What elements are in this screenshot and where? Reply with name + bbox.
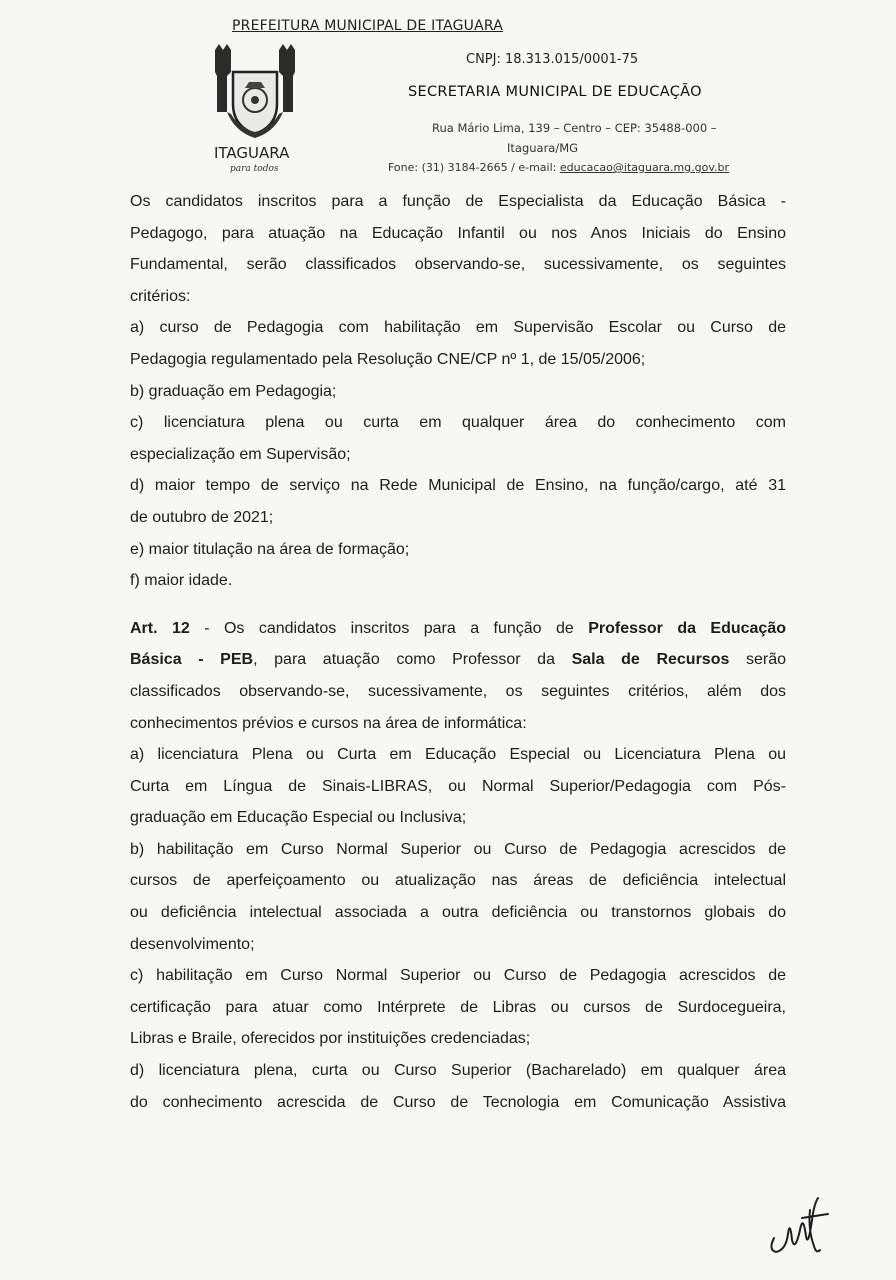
- document-body: [130, 186, 786, 1118]
- phone-text: Fone: (31) 3184-2665 / e-mail:: [388, 161, 560, 174]
- art12-bold-peb: Básica - PEB: [130, 651, 254, 669]
- org-name: PREFEITURA MUNICIPAL DE ITAGUARA: [232, 18, 504, 34]
- intro-line: critérios:: [130, 287, 191, 305]
- criteria-line: Pedagogia regulamentado pela Resolução CNE/CP nº 1, de 15/05/2006;: [130, 350, 646, 368]
- art12-item-line: graduação em Educação Especial ou Inclusiva;: [130, 809, 467, 827]
- art12-item-line: a) licenciatura Plena ou Curta em Educação Especial ou Licenciatura Plena ou: [130, 746, 786, 764]
- criteria-line: d) maior tempo de serviço na Rede Municipal de Ensino, na função/cargo, até 31: [130, 477, 786, 495]
- contact-line: [388, 161, 729, 174]
- art12-bold-sala: Sala de Recursos: [571, 651, 730, 669]
- art12-line-1: [130, 613, 786, 645]
- art12-item-line: d) licenciatura plena, curta ou Curso Superior (Bacharelado) em qualquer área: [130, 1062, 786, 1080]
- art12-item-line: ou deficiência intelectual associada a outra deficiência ou transtornos globais do: [130, 904, 786, 922]
- art12-item-line: do conhecimento acrescida de Curso de Tecnologia em Comunicação Assistiva: [130, 1093, 786, 1111]
- art12-label: Art. 12: [130, 619, 190, 637]
- intro-line: Pedagogo, para atuação na Educação Infantil ou nos Anos Iniciais do Ensino: [130, 224, 786, 242]
- art12-item-line: b) habilitação em Curso Normal Superior ou Curso de Pedagogia acrescidos de: [130, 840, 786, 858]
- email-link[interactable]: educacao@itaguara.mg.gov.br: [559, 161, 730, 174]
- art12-text: - Os candidatos inscritos para a função de: [189, 619, 589, 637]
- art12-item-line: c) habilitação em Curso Normal Superior ou Curso de Pedagogia acrescidos de: [130, 967, 786, 985]
- cnpj: CNPJ: 18.313.015/0001-75: [466, 52, 639, 67]
- criteria-line: f) maior idade.: [130, 572, 233, 590]
- art12-text: , para atuação como Professor da: [253, 651, 572, 669]
- art12-line-4: conhecimentos prévios e cursos na área de informática:: [130, 714, 527, 732]
- intro-line: Os candidatos inscritos para a função de Especialista da Educação Básica -: [130, 193, 786, 210]
- criteria-line: de outubro de 2021;: [130, 508, 274, 526]
- criteria-line: e) maior titulação na área de formação;: [130, 540, 410, 558]
- art12-bold-professor: Professor da Educação: [588, 619, 787, 637]
- letterhead: [0, 0, 896, 180]
- art12-item-line: Libras e Braile, oferecidos por instituições credenciadas;: [130, 1030, 531, 1048]
- art12-item-line: certificação para atuar como Intérprete de Libras ou cursos de Surdocegueira,: [130, 998, 786, 1016]
- criteria-line: c) licenciatura plena ou curta em qualquer área do conhecimento com: [130, 414, 786, 432]
- art12-text: serão: [729, 651, 787, 669]
- address-line-2: Itaguara/MG: [507, 141, 579, 155]
- art12-item-line: Curta em Língua de Sinais-LIBRAS, ou Normal Superior/Pedagogia com Pós-: [130, 777, 786, 795]
- secretaria-name: SECRETARIA MUNICIPAL DE EDUCAÇÃO: [408, 84, 702, 100]
- intro-line: Fundamental, serão classificados observando-se, sucessivamente, os seguintes: [130, 256, 786, 274]
- paragraph-gap: [130, 597, 786, 613]
- criteria-line: b) graduação em Pedagogia;: [130, 382, 337, 400]
- art12-item-line: cursos de aperfeiçoamento ou atualização nas áreas de deficiência intelectual: [130, 872, 786, 890]
- art12-item-line: desenvolvimento;: [130, 935, 255, 953]
- handwritten-signature: [762, 1190, 832, 1258]
- address-line-1: Rua Mário Lima, 139 – Centro – CEP: 35488-000 –: [432, 121, 717, 135]
- logo-city-name: ITAGUARA: [214, 144, 290, 162]
- art12-line-2: [130, 644, 786, 676]
- criteria-line: especialização em Supervisão;: [130, 445, 351, 463]
- logo-motto: para todos: [230, 164, 279, 174]
- art12-line-3: classificados observando-se, sucessivamente, os seguintes critérios, além dos: [130, 682, 786, 700]
- criteria-line: a) curso de Pedagogia com habilitação em Supervisão Escolar ou Curso de: [130, 319, 786, 337]
